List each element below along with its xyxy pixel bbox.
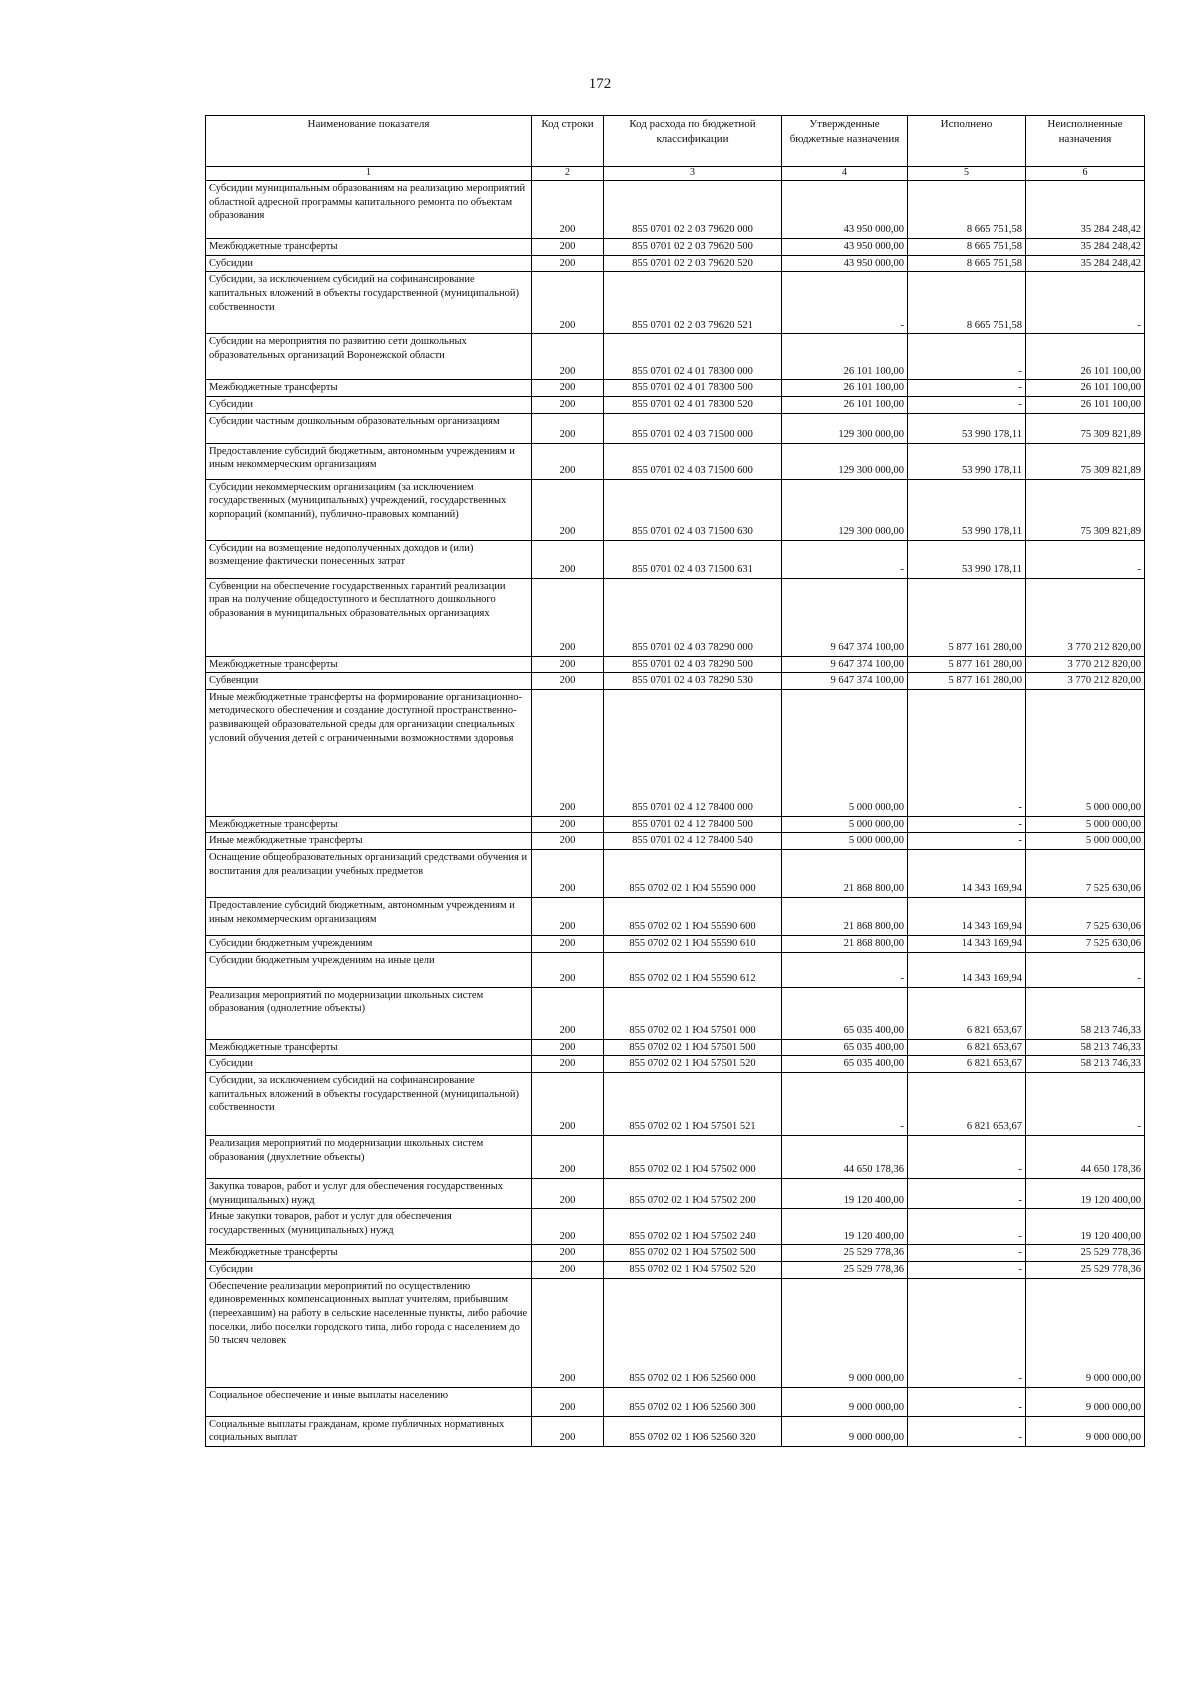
- row-unexecuted-amount: 58 213 746,33: [1026, 1056, 1145, 1073]
- row-unexecuted-amount: 3 770 212 820,00: [1026, 656, 1145, 673]
- table-row: [206, 380, 1145, 397]
- row-indicator-name: Иные межбюджетные трансферты на формирование организационно-методического обеспечения и создание доступной пространственно-развивающей образовательной среды для организации специальных условий обучения детей с ограниченными возможностями здоровья: [206, 689, 532, 816]
- row-approved-amount: 26 101 100,00: [782, 380, 908, 397]
- row-indicator-name: Межбюджетные трансферты: [206, 380, 532, 397]
- row-line-code: 200: [532, 396, 604, 413]
- row-unexecuted-amount: 58 213 746,33: [1026, 1039, 1145, 1056]
- row-line-code: 200: [532, 673, 604, 690]
- row-executed-amount: -: [908, 1136, 1026, 1179]
- row-indicator-name: Субсидии бюджетным учреждениям на иные цели: [206, 952, 532, 987]
- row-unexecuted-amount: 3 770 212 820,00: [1026, 673, 1145, 690]
- row-approved-amount: 43 950 000,00: [782, 255, 908, 272]
- row-budget-classification-code: 855 0702 02 1 Ю4 57501 500: [604, 1039, 782, 1056]
- row-budget-classification-code: 855 0701 02 4 03 71500 630: [604, 479, 782, 540]
- row-line-code: 200: [532, 850, 604, 898]
- row-budget-classification-code: 855 0702 02 1 Ю4 57501 521: [604, 1073, 782, 1136]
- row-unexecuted-amount: 44 650 178,36: [1026, 1136, 1145, 1179]
- table-row: [206, 1261, 1145, 1278]
- column-number: 2: [532, 167, 604, 181]
- row-indicator-name: Субсидии: [206, 1056, 532, 1073]
- row-line-code: 200: [532, 578, 604, 656]
- row-approved-amount: 21 868 800,00: [782, 850, 908, 898]
- row-indicator-name: Субсидии: [206, 255, 532, 272]
- row-approved-amount: 5 000 000,00: [782, 816, 908, 833]
- row-budget-classification-code: 855 0702 02 1 Ю6 52560 320: [604, 1416, 782, 1446]
- table-body: [206, 181, 1145, 1447]
- row-executed-amount: -: [908, 1261, 1026, 1278]
- row-unexecuted-amount: 7 525 630,06: [1026, 898, 1145, 936]
- row-unexecuted-amount: -: [1026, 952, 1145, 987]
- table-header-row: [206, 116, 1145, 167]
- row-line-code: 200: [532, 334, 604, 380]
- row-unexecuted-amount: 35 284 248,42: [1026, 255, 1145, 272]
- row-line-code: 200: [532, 898, 604, 936]
- row-budget-classification-code: 855 0702 02 1 Ю6 52560 300: [604, 1387, 782, 1416]
- row-executed-amount: 6 821 653,67: [908, 1073, 1026, 1136]
- row-approved-amount: 44 650 178,36: [782, 1136, 908, 1179]
- row-executed-amount: -: [908, 1245, 1026, 1262]
- row-unexecuted-amount: -: [1026, 540, 1145, 578]
- row-line-code: 200: [532, 816, 604, 833]
- row-unexecuted-amount: 19 120 400,00: [1026, 1209, 1145, 1245]
- row-budget-classification-code: 855 0701 02 4 12 78400 500: [604, 816, 782, 833]
- row-unexecuted-amount: 7 525 630,06: [1026, 936, 1145, 953]
- row-executed-amount: 14 343 169,94: [908, 850, 1026, 898]
- row-approved-amount: 9 647 374 100,00: [782, 673, 908, 690]
- row-budget-classification-code: 855 0702 02 1 Ю4 57502 500: [604, 1245, 782, 1262]
- row-unexecuted-amount: 26 101 100,00: [1026, 380, 1145, 397]
- table-row: [206, 689, 1145, 816]
- row-approved-amount: 26 101 100,00: [782, 334, 908, 380]
- row-line-code: 200: [532, 1209, 604, 1245]
- row-unexecuted-amount: 35 284 248,42: [1026, 239, 1145, 256]
- row-executed-amount: 8 665 751,58: [908, 239, 1026, 256]
- row-budget-classification-code: 855 0702 02 1 Ю4 57502 000: [604, 1136, 782, 1179]
- row-approved-amount: -: [782, 540, 908, 578]
- row-executed-amount: 14 343 169,94: [908, 952, 1026, 987]
- row-unexecuted-amount: 25 529 778,36: [1026, 1245, 1145, 1262]
- row-executed-amount: 6 821 653,67: [908, 1056, 1026, 1073]
- row-indicator-name: Предоставление субсидий бюджетным, автономным учреждениям и иным некоммерческим организациям: [206, 898, 532, 936]
- row-indicator-name: Социальные выплаты гражданам, кроме публичных нормативных социальных выплат: [206, 1416, 532, 1446]
- row-budget-classification-code: 855 0701 02 2 03 79620 500: [604, 239, 782, 256]
- row-line-code: 200: [532, 1073, 604, 1136]
- table-row: [206, 443, 1145, 479]
- row-budget-classification-code: 855 0702 02 1 Ю4 57501 520: [604, 1056, 782, 1073]
- row-indicator-name: Межбюджетные трансферты: [206, 656, 532, 673]
- row-line-code: 200: [532, 1179, 604, 1209]
- row-line-code: 200: [532, 833, 604, 850]
- row-approved-amount: -: [782, 952, 908, 987]
- table-column-numbers-row: [206, 167, 1145, 181]
- row-executed-amount: 8 665 751,58: [908, 272, 1026, 334]
- row-approved-amount: 21 868 800,00: [782, 898, 908, 936]
- row-unexecuted-amount: 9 000 000,00: [1026, 1387, 1145, 1416]
- column-number: 5: [908, 167, 1026, 181]
- row-line-code: 200: [532, 181, 604, 239]
- row-line-code: 200: [532, 1387, 604, 1416]
- row-indicator-name: Субсидии, за исключением субсидий на софинансирование капитальных вложений в объекты государственной (муниципальной) собственности: [206, 1073, 532, 1136]
- row-budget-classification-code: 855 0702 02 1 Ю4 57501 000: [604, 987, 782, 1039]
- row-executed-amount: 8 665 751,58: [908, 255, 1026, 272]
- header-line-code: Код строки: [532, 116, 604, 167]
- row-indicator-name: Субвенции: [206, 673, 532, 690]
- table-row: [206, 1278, 1145, 1387]
- row-approved-amount: 26 101 100,00: [782, 396, 908, 413]
- table-row: [206, 833, 1145, 850]
- row-executed-amount: -: [908, 396, 1026, 413]
- table-row: [206, 540, 1145, 578]
- row-unexecuted-amount: 19 120 400,00: [1026, 1179, 1145, 1209]
- column-number: 3: [604, 167, 782, 181]
- row-line-code: 200: [532, 1278, 604, 1387]
- row-line-code: 200: [532, 413, 604, 443]
- row-unexecuted-amount: 9 000 000,00: [1026, 1416, 1145, 1446]
- row-unexecuted-amount: 75 309 821,89: [1026, 443, 1145, 479]
- row-line-code: 200: [532, 255, 604, 272]
- row-unexecuted-amount: 3 770 212 820,00: [1026, 578, 1145, 656]
- row-unexecuted-amount: 5 000 000,00: [1026, 833, 1145, 850]
- row-indicator-name: Субсидии, за исключением субсидий на софинансирование капитальных вложений в объекты государственной (муниципальной) собственности: [206, 272, 532, 334]
- header-unexecuted-appropriations: Неисполненные назначения: [1026, 116, 1145, 167]
- row-line-code: 200: [532, 936, 604, 953]
- row-executed-amount: 53 990 178,11: [908, 540, 1026, 578]
- row-line-code: 200: [532, 656, 604, 673]
- table-row: [206, 272, 1145, 334]
- row-unexecuted-amount: -: [1026, 1073, 1145, 1136]
- table-row: [206, 1073, 1145, 1136]
- row-unexecuted-amount: 25 529 778,36: [1026, 1261, 1145, 1278]
- row-unexecuted-amount: 75 309 821,89: [1026, 479, 1145, 540]
- table-row: [206, 1056, 1145, 1073]
- table-row: [206, 396, 1145, 413]
- row-approved-amount: 25 529 778,36: [782, 1245, 908, 1262]
- row-approved-amount: 65 035 400,00: [782, 987, 908, 1039]
- row-indicator-name: Социальное обеспечение и иные выплаты населению: [206, 1387, 532, 1416]
- row-budget-classification-code: 855 0702 02 1 Ю4 55590 000: [604, 850, 782, 898]
- row-approved-amount: 129 300 000,00: [782, 443, 908, 479]
- table-row: [206, 1179, 1145, 1209]
- row-executed-amount: -: [908, 380, 1026, 397]
- row-unexecuted-amount: -: [1026, 272, 1145, 334]
- row-budget-classification-code: 855 0701 02 4 01 78300 000: [604, 334, 782, 380]
- row-approved-amount: 9 000 000,00: [782, 1278, 908, 1387]
- row-budget-classification-code: 855 0702 02 1 Ю4 57502 200: [604, 1179, 782, 1209]
- table-row: [206, 1387, 1145, 1416]
- header-budget-classification-code: Код расхода по бюджетной классификации: [604, 116, 782, 167]
- row-approved-amount: 9 000 000,00: [782, 1387, 908, 1416]
- table-row: [206, 479, 1145, 540]
- row-approved-amount: 19 120 400,00: [782, 1179, 908, 1209]
- row-indicator-name: Реализация мероприятий по модернизации школьных систем образования (однолетние объекты): [206, 987, 532, 1039]
- row-budget-classification-code: 855 0702 02 1 Ю4 55590 600: [604, 898, 782, 936]
- row-executed-amount: 53 990 178,11: [908, 443, 1026, 479]
- row-approved-amount: 9 000 000,00: [782, 1416, 908, 1446]
- table-row: [206, 1039, 1145, 1056]
- row-approved-amount: 129 300 000,00: [782, 413, 908, 443]
- table-row: [206, 255, 1145, 272]
- row-approved-amount: -: [782, 1073, 908, 1136]
- row-indicator-name: Субсидии частным дошкольным образовательным организациям: [206, 413, 532, 443]
- table-row: [206, 656, 1145, 673]
- row-approved-amount: 65 035 400,00: [782, 1039, 908, 1056]
- table-row: [206, 952, 1145, 987]
- row-line-code: 200: [532, 987, 604, 1039]
- row-approved-amount: 43 950 000,00: [782, 239, 908, 256]
- row-approved-amount: 5 000 000,00: [782, 689, 908, 816]
- row-executed-amount: -: [908, 689, 1026, 816]
- row-unexecuted-amount: 75 309 821,89: [1026, 413, 1145, 443]
- row-unexecuted-amount: 9 000 000,00: [1026, 1278, 1145, 1387]
- header-approved-appropriations: Утвержденные бюджетные назначения: [782, 116, 908, 167]
- page-number: 172: [588, 76, 612, 92]
- row-approved-amount: -: [782, 272, 908, 334]
- row-unexecuted-amount: 26 101 100,00: [1026, 396, 1145, 413]
- row-executed-amount: 5 877 161 280,00: [908, 673, 1026, 690]
- table-row: [206, 413, 1145, 443]
- row-executed-amount: 5 877 161 280,00: [908, 578, 1026, 656]
- row-indicator-name: Межбюджетные трансферты: [206, 816, 532, 833]
- row-executed-amount: 53 990 178,11: [908, 413, 1026, 443]
- row-indicator-name: Субсидии: [206, 1261, 532, 1278]
- row-line-code: 200: [532, 689, 604, 816]
- row-indicator-name: Субсидии муниципальным образованиям на реализацию мероприятий областной адресной программы капитального ремонта по объектам образования: [206, 181, 532, 239]
- row-line-code: 200: [532, 239, 604, 256]
- header-executed: Исполнено: [908, 116, 1026, 167]
- row-indicator-name: Межбюджетные трансферты: [206, 239, 532, 256]
- row-line-code: 200: [532, 952, 604, 987]
- row-budget-classification-code: 855 0701 02 4 03 71500 000: [604, 413, 782, 443]
- row-line-code: 200: [532, 1136, 604, 1179]
- table-row: [206, 239, 1145, 256]
- row-budget-classification-code: 855 0701 02 4 03 71500 600: [604, 443, 782, 479]
- row-unexecuted-amount: 7 525 630,06: [1026, 850, 1145, 898]
- row-indicator-name: Субсидии на возмещение недополученных доходов и (или) возмещение фактически понесенных затрат: [206, 540, 532, 578]
- row-budget-classification-code: 855 0702 02 1 Ю6 52560 000: [604, 1278, 782, 1387]
- row-approved-amount: 9 647 374 100,00: [782, 578, 908, 656]
- row-unexecuted-amount: 5 000 000,00: [1026, 689, 1145, 816]
- row-budget-classification-code: 855 0701 02 4 03 78290 500: [604, 656, 782, 673]
- row-approved-amount: 21 868 800,00: [782, 936, 908, 953]
- row-indicator-name: Субсидии некоммерческим организациям (за исключением государственных (муниципальных) учреждений, государственных корпораций (компаний), публично-правовых компаний): [206, 479, 532, 540]
- row-executed-amount: -: [908, 1416, 1026, 1446]
- row-executed-amount: 8 665 751,58: [908, 181, 1026, 239]
- row-executed-amount: 6 821 653,67: [908, 1039, 1026, 1056]
- row-approved-amount: 65 035 400,00: [782, 1056, 908, 1073]
- table-row: [206, 850, 1145, 898]
- row-indicator-name: Субсидии на мероприятия по развитию сети дошкольных образовательных организаций Воронежской области: [206, 334, 532, 380]
- row-executed-amount: 14 343 169,94: [908, 898, 1026, 936]
- row-indicator-name: Межбюджетные трансферты: [206, 1039, 532, 1056]
- row-executed-amount: 53 990 178,11: [908, 479, 1026, 540]
- row-budget-classification-code: 855 0702 02 1 Ю4 55590 610: [604, 936, 782, 953]
- row-budget-classification-code: 855 0701 02 4 01 78300 500: [604, 380, 782, 397]
- row-line-code: 200: [532, 479, 604, 540]
- row-line-code: 200: [532, 272, 604, 334]
- row-approved-amount: 43 950 000,00: [782, 181, 908, 239]
- row-indicator-name: Реализация мероприятий по модернизации школьных систем образования (двухлетние объекты): [206, 1136, 532, 1179]
- row-indicator-name: Обеспечение реализации мероприятий по осуществлению единовременных компенсационных выплат учителям, прибывшим (переехавшим) на работу в сельские населенные пункты, либо рабочие поселки, либо поселки городского типа, либо города с населением до 50 тысяч человек: [206, 1278, 532, 1387]
- row-approved-amount: 129 300 000,00: [782, 479, 908, 540]
- row-executed-amount: -: [908, 1278, 1026, 1387]
- budget-execution-table: [205, 115, 1145, 1447]
- row-executed-amount: -: [908, 1387, 1026, 1416]
- row-budget-classification-code: 855 0701 02 4 03 71500 631: [604, 540, 782, 578]
- row-unexecuted-amount: 58 213 746,33: [1026, 987, 1145, 1039]
- table-row: [206, 1245, 1145, 1262]
- row-executed-amount: -: [908, 833, 1026, 850]
- row-indicator-name: Предоставление субсидий бюджетным, автономным учреждениям и иным некоммерческим организациям: [206, 443, 532, 479]
- table-row: [206, 1136, 1145, 1179]
- row-line-code: 200: [532, 1245, 604, 1262]
- row-indicator-name: Оснащение общеобразовательных организаций средствами обучения и воспитания для реализации учебных предметов: [206, 850, 532, 898]
- row-budget-classification-code: 855 0701 02 4 01 78300 520: [604, 396, 782, 413]
- row-unexecuted-amount: 5 000 000,00: [1026, 816, 1145, 833]
- row-indicator-name: Иные закупки товаров, работ и услуг для обеспечения государственных (муниципальных) нужд: [206, 1209, 532, 1245]
- row-line-code: 200: [532, 1416, 604, 1446]
- table-row: [206, 816, 1145, 833]
- row-indicator-name: Субвенции на обеспечение государственных гарантий реализации прав на получение общедоступного и бесплатного дошкольного образования в муниципальных образовательных организациях: [206, 578, 532, 656]
- table-row: [206, 898, 1145, 936]
- table-row: [206, 1416, 1145, 1446]
- row-budget-classification-code: 855 0701 02 2 03 79620 000: [604, 181, 782, 239]
- row-line-code: 200: [532, 380, 604, 397]
- row-approved-amount: 9 647 374 100,00: [782, 656, 908, 673]
- header-indicator-name: Наименование показателя: [206, 116, 532, 167]
- row-approved-amount: 19 120 400,00: [782, 1209, 908, 1245]
- row-executed-amount: -: [908, 1179, 1026, 1209]
- row-budget-classification-code: 855 0702 02 1 Ю4 55590 612: [604, 952, 782, 987]
- row-executed-amount: -: [908, 1209, 1026, 1245]
- row-unexecuted-amount: 35 284 248,42: [1026, 181, 1145, 239]
- row-budget-classification-code: 855 0701 02 2 03 79620 521: [604, 272, 782, 334]
- column-number: 6: [1026, 167, 1145, 181]
- table-row: [206, 673, 1145, 690]
- row-budget-classification-code: 855 0701 02 4 03 78290 000: [604, 578, 782, 656]
- row-indicator-name: Закупка товаров, работ и услуг для обеспечения государственных (муниципальных) нужд: [206, 1179, 532, 1209]
- row-budget-classification-code: 855 0701 02 4 12 78400 000: [604, 689, 782, 816]
- row-budget-classification-code: 855 0702 02 1 Ю4 57502 240: [604, 1209, 782, 1245]
- table-row: [206, 334, 1145, 380]
- row-line-code: 200: [532, 1056, 604, 1073]
- row-budget-classification-code: 855 0701 02 4 12 78400 540: [604, 833, 782, 850]
- row-executed-amount: 5 877 161 280,00: [908, 656, 1026, 673]
- row-executed-amount: 14 343 169,94: [908, 936, 1026, 953]
- row-budget-classification-code: 855 0701 02 2 03 79620 520: [604, 255, 782, 272]
- row-executed-amount: -: [908, 816, 1026, 833]
- row-indicator-name: Субсидии: [206, 396, 532, 413]
- table-row: [206, 181, 1145, 239]
- row-unexecuted-amount: 26 101 100,00: [1026, 334, 1145, 380]
- row-executed-amount: 6 821 653,67: [908, 987, 1026, 1039]
- row-indicator-name: Субсидии бюджетным учреждениям: [206, 936, 532, 953]
- row-line-code: 200: [532, 1039, 604, 1056]
- row-executed-amount: -: [908, 334, 1026, 380]
- column-number: 1: [206, 167, 532, 181]
- table-row: [206, 936, 1145, 953]
- row-line-code: 200: [532, 540, 604, 578]
- row-line-code: 200: [532, 443, 604, 479]
- row-budget-classification-code: 855 0701 02 4 03 78290 530: [604, 673, 782, 690]
- row-approved-amount: 5 000 000,00: [782, 833, 908, 850]
- row-indicator-name: Межбюджетные трансферты: [206, 1245, 532, 1262]
- column-number: 4: [782, 167, 908, 181]
- table-row: [206, 1209, 1145, 1245]
- table-row: [206, 987, 1145, 1039]
- table-row: [206, 578, 1145, 656]
- row-budget-classification-code: 855 0702 02 1 Ю4 57502 520: [604, 1261, 782, 1278]
- row-line-code: 200: [532, 1261, 604, 1278]
- row-indicator-name: Иные межбюджетные трансферты: [206, 833, 532, 850]
- row-approved-amount: 25 529 778,36: [782, 1261, 908, 1278]
